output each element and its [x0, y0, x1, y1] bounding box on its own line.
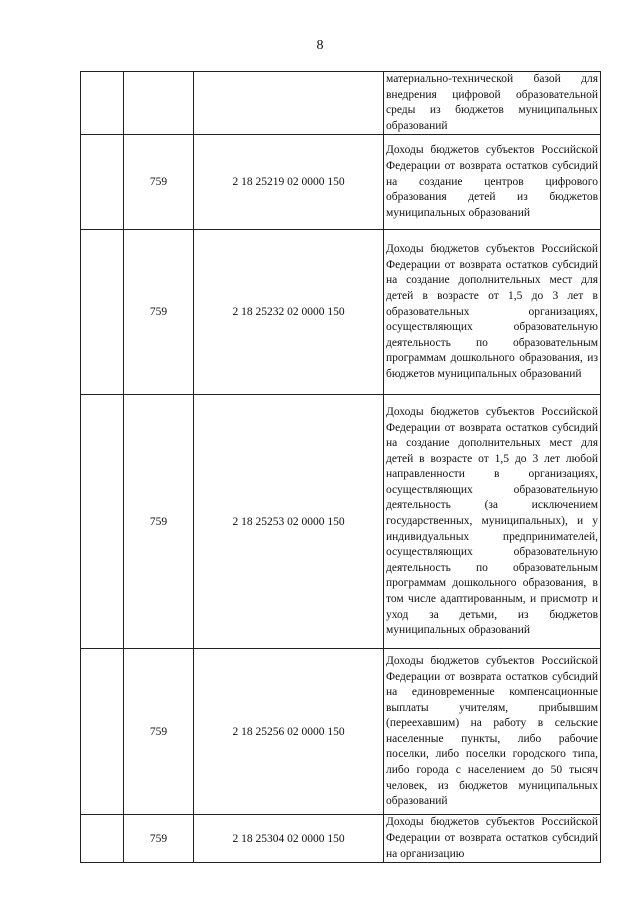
- table-row: [81, 649, 601, 815]
- income-description: Доходы бюджетов субъектов Российской Федерации от возврата остатков субсидий на создание дополнительных мест для детей в возрасте от 1,5 до 3 лет в образовательных организациях, осуществляющих образовательную деятельность по образовательным программам дошкольного образования, из бюджетов муниципальных образований: [386, 243, 598, 380]
- income-code-cell: 2 18 25256 02 0000 150: [194, 649, 384, 815]
- income-description: Доходы бюджетов субъектов Российской Федерации от возврата остатков субсидий на создание дополнительных мест для детей в возрасте от 1,5 до 3 лет любой направленности в организациях, осуществляющих образовательную деятельность (за исключением государственных, муниципальных), и у индивидуальных предпринимателей, осуществляющих образовательную деятельность по образовательным программам дошкольного образования, в том числе адаптированным, и присмотр и уход за детьми, из бюджетов муниципальных образований: [386, 405, 598, 637]
- row-number-cell: [81, 135, 124, 230]
- table-row: [81, 135, 601, 230]
- income-code-cell: 2 18 25253 02 0000 150: [194, 395, 384, 649]
- income-code-cell: [194, 72, 384, 135]
- income-name-cell: [384, 649, 601, 815]
- row-number-cell: [81, 649, 124, 815]
- income-name-cell: [384, 135, 601, 230]
- page-number: 8: [316, 38, 324, 53]
- row-number-cell: [81, 72, 124, 135]
- income-name-cell: [384, 395, 601, 649]
- table-row: [81, 395, 601, 649]
- income-description: Доходы бюджетов субъектов Российской Федерации от возврата остатков субсидий на создание центров цифрового образования детей из бюджетов муниципальных образований: [386, 144, 598, 219]
- income-name-cell: [384, 72, 601, 135]
- income-code-cell: 2 18 25219 02 0000 150: [194, 135, 384, 230]
- table-row: [81, 230, 601, 395]
- row-number-cell: [81, 395, 124, 649]
- table-row: [81, 72, 601, 135]
- income-description: Доходы бюджетов субъектов Российской Федерации от возврата остатков субсидий на единовременные компенсационные выплаты учителям, прибывшим (переехавшим) на работу в сельские населенные пункты, либо рабочие поселки, либо поселки городского типа, либо города с населением до 50 тысяч человек, из бюджетов муниципальных образований: [386, 654, 598, 808]
- income-description: Доходы бюджетов субъектов Российской Федерации от возврата остатков субсидий на организацию: [386, 816, 598, 860]
- row-number-cell: [81, 815, 124, 863]
- income-description: материально-технической базой для внедрения цифровой образовательной среды из бюджетов муниципальных образований: [386, 73, 598, 132]
- admin-code-cell: 759: [124, 135, 194, 230]
- table-row: [81, 815, 601, 863]
- budget-income-table: [80, 71, 601, 863]
- income-code-cell: 2 18 25304 02 0000 150: [194, 815, 384, 863]
- admin-code-cell: 759: [124, 815, 194, 863]
- admin-code-cell: 759: [124, 395, 194, 649]
- income-name-cell: [384, 815, 601, 863]
- admin-code-cell: 759: [124, 230, 194, 395]
- admin-code-cell: [124, 72, 194, 135]
- income-code-cell: 2 18 25232 02 0000 150: [194, 230, 384, 395]
- admin-code-cell: 759: [124, 649, 194, 815]
- row-number-cell: [81, 230, 124, 395]
- income-name-cell: [384, 230, 601, 395]
